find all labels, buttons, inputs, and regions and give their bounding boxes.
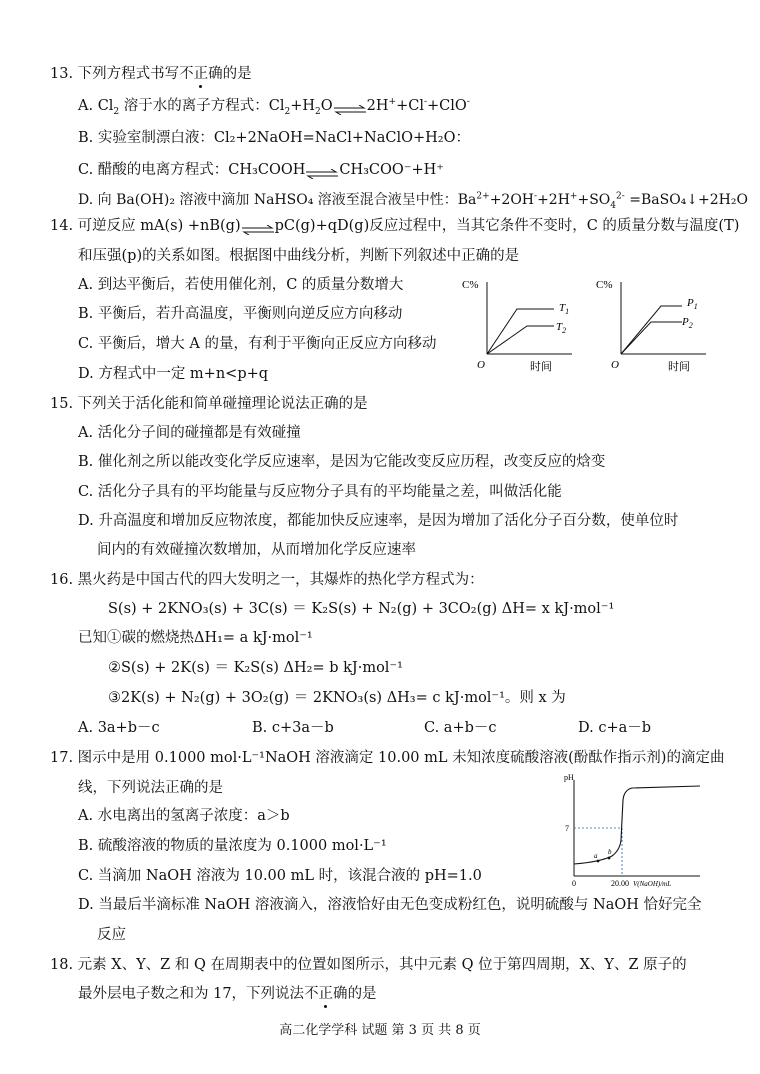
q18-emphasis: 不正确 [304, 986, 348, 1002]
origin-label: O [477, 359, 485, 371]
q14-stem-line2: 和压强(p)的关系如图。根据图中曲线分析，判断下列叙述中正确的是 [78, 248, 520, 264]
q16-stem: 16. 黑火药是中国古代的四大发明之一，其爆炸的热化学方程式为： [50, 572, 484, 588]
q15-option-b: B. 催化剂之所以能改变化学反应速率，是因为它能改变反应历程，改变反应的焓变 [78, 454, 606, 470]
reversible-arrow-icon [333, 101, 367, 111]
q13-option-d: D. 向 Ba(OH)₂ 溶液中滴加 NaHSO₄ 溶液至混合液呈中性：$Ba^{2+}+2OH^-+2H^++SO_4^{2-}$ =BaSO₄↓+2H₂O [78, 191, 748, 211]
q16-known-2: ②S(s) + 2K(s) ＝ K₂S(s) ΔH₂= b kJ·mol⁻¹ [108, 660, 403, 676]
q13-option-a: A. $Cl_2$ 溶于水的离子方程式：$Cl_2+H_2O$ 2H++Cl-+ClO- [78, 97, 470, 117]
q15-option-d-line1: D. 升高温度和增加反应物浓度，都能加快反应速率，是因为增加了活化分子百分数，使单位时 [78, 513, 679, 529]
label-b: b [608, 848, 612, 856]
q14-graph-pressure [594, 274, 714, 374]
y-axis-label: C% [596, 279, 613, 291]
q16-known-3: ③2K(s) + N₂(g) + 3O₂(g) ＝ 2KNO₃(s) ΔH₃= c kJ·mol⁻¹。则 x 为 [108, 690, 566, 706]
q17-titration-curve [560, 770, 710, 890]
page-footer: 高二化学学科 试题 第 3 页 共 8 页 [279, 1023, 481, 1038]
tick-7: 7 [565, 824, 569, 833]
q18-stem-line1: 18. 元素 X、Y、Z 和 Q 在周期表中的位置如图所示，其中元素 Q 位于第四周期，X、Y、Z 原子的 [50, 957, 687, 973]
x-axis-label: 时间 [668, 361, 690, 373]
q18-stem-line2: 最外层电子数之和为 17，下列说法不正确的是 [78, 986, 377, 1002]
q15-stem: 15. 下列关于活化能和简单碰撞理论说法正确的是 [50, 396, 368, 412]
q15-option-a: A. 活化分子间的碰撞都是有效碰撞 [78, 425, 301, 441]
x-axis-label: V(NaOH)/mL [633, 880, 672, 888]
titration-curve-line [574, 786, 700, 864]
label-t2: $T_2$ [556, 321, 567, 335]
curve-p2 [621, 322, 682, 354]
q16-option-a: A. 3a+b－c [78, 720, 160, 736]
point-b [608, 857, 611, 860]
q17-option-a: A. 水电离出的氢离子浓度：a＞b [78, 808, 290, 824]
q17-option-d-line2: 反应 [97, 927, 126, 943]
q13-emphasis: 不正确 [179, 66, 223, 82]
q16-equation: S(s) + 2KNO₃(s) + 3C(s) ＝ K₂S(s) + N₂(g) + 3CO₂(g) ΔH= x kJ·mol⁻¹ [108, 601, 615, 617]
point-a [597, 860, 600, 863]
q13-option-b: B. 实验室制漂白液：Cl₂+2NaOH=NaCl+NaClO+H₂O： [78, 130, 470, 146]
q16-option-d: D. c+a－b [578, 720, 652, 736]
y-axis-label: pH [564, 773, 574, 782]
q14-option-d: D. 方程式中一定 m+n<p+q [78, 366, 269, 382]
label-a: a [594, 852, 598, 860]
x-axis-label: 时间 [530, 361, 552, 373]
q17-option-c: C. 当滴加 NaOH 溶液为 10.00 mL 时，该混合液的 pH=1.0 [78, 868, 482, 884]
q17-stem-line2: 线，下列说法正确的是 [78, 780, 223, 796]
q14-option-b: B. 平衡后，若升高温度，平衡则向逆反应方向移动 [78, 306, 403, 322]
q17-stem-line1: 17. 图示中是用 0.1000 mol·L⁻¹NaOH 溶液滴定 10.00 mL 未知浓度硫酸溶液(酚酞作指示剂)的滴定曲 [50, 750, 725, 766]
q13-option-c: C. 醋酸的电离方程式：CH₃COOH CH₃COO⁻+H⁺ [78, 162, 444, 178]
q16-known-1: 已知①碳的燃烧热ΔH₁= a kJ·mol⁻¹ [78, 630, 313, 646]
q17-option-b: B. 硫酸溶液的物质的量浓度为 0.1000 mol·L⁻¹ [78, 838, 387, 854]
label-p2: $P_2$ [682, 316, 693, 330]
reversible-arrow-icon [241, 221, 275, 231]
reversible-arrow-icon [305, 165, 339, 175]
q14-option-a: A. 到达平衡后，若使用催化剂，C 的质量分数增大 [78, 277, 404, 293]
q17-option-d-line1: D. 当最后半滴标准 NaOH 溶液滴入，溶液恰好由无色变成粉红色，说明硫酸与 NaOH 恰好完全 [78, 897, 702, 913]
q14-option-c: C. 平衡后，增大 A 的量，有利于平衡向正反应方向移动 [78, 336, 437, 352]
label-t1: $T_1$ [559, 302, 570, 316]
y-axis-label: C% [462, 279, 479, 291]
q16-option-c: C. a+b－c [424, 720, 497, 736]
q14-graph-temperature [460, 274, 580, 374]
q14-stem-line1: 14. 可逆反应 mA(s) +nB(g) pC(g)+qD(g)反应过程中，当其它条件不变时，C 的质量分数与温度(T) [50, 218, 740, 234]
curve-p1 [621, 306, 682, 354]
q13-stem: 13. 下列方程式书写不正确的是 [50, 66, 252, 82]
q15-option-d-line2: 间内的有效碰撞次数增加，从而增加化学反应速率 [97, 542, 416, 558]
origin-label: O [611, 359, 619, 371]
curve-t2 [487, 326, 554, 354]
tick-20: 20.00 [611, 879, 629, 888]
origin-label: 0 [572, 879, 576, 888]
q15-option-c: C. 活化分子具有的平均能量与反应物分子具有的平均能量之差，叫做活化能 [78, 484, 562, 500]
q16-option-b: B. c+3a－b [252, 720, 334, 736]
label-p1: $P_1$ [687, 297, 698, 311]
